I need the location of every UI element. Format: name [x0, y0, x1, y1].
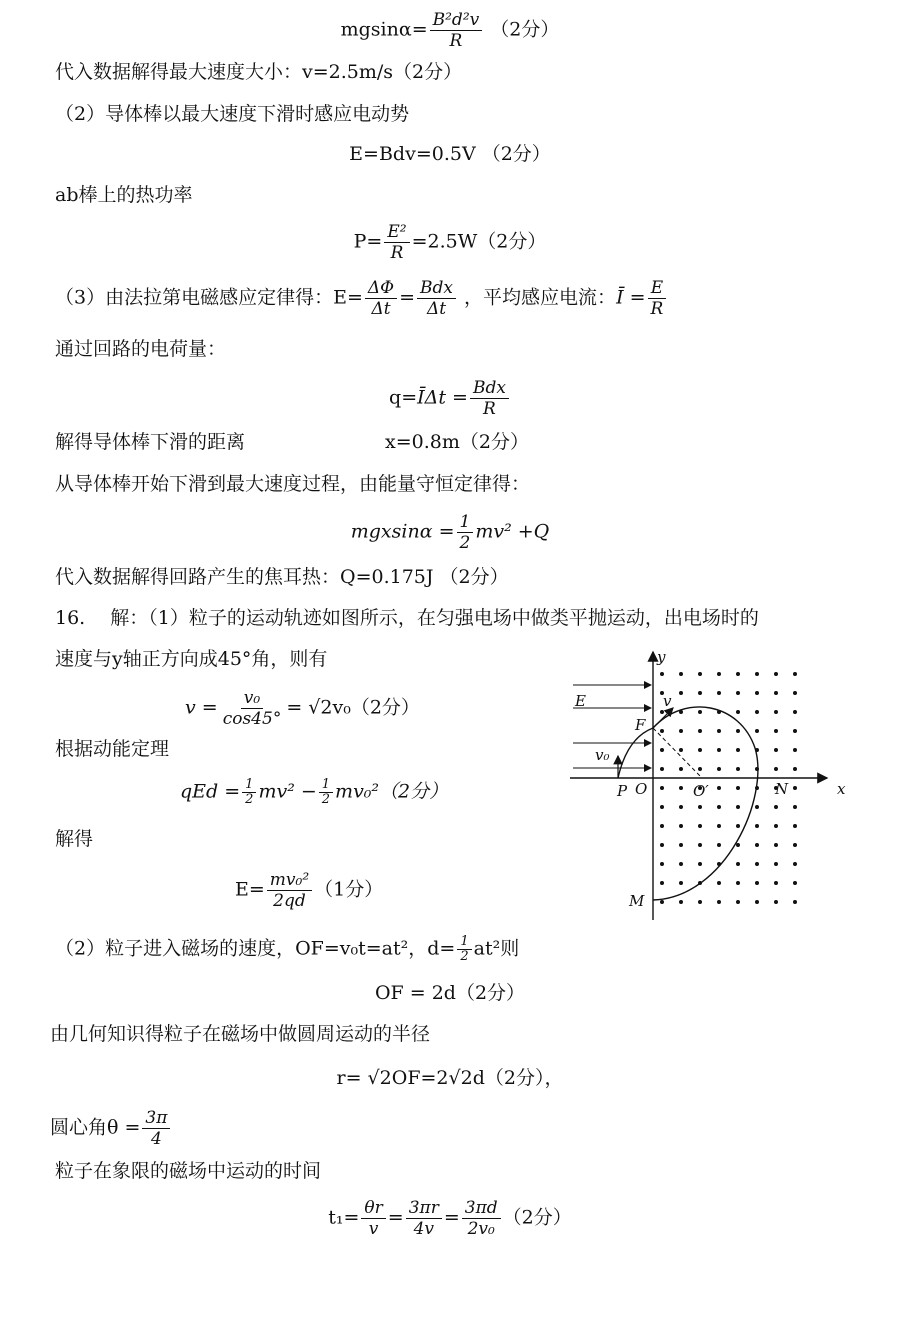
field-dot: [698, 672, 702, 676]
field-dot: [660, 900, 664, 904]
field-dot: [755, 900, 759, 904]
field-dot: [698, 710, 702, 714]
text-velocity-angle: 速度与y轴正方向成45°角，则有: [55, 648, 328, 670]
label-F: F: [635, 716, 646, 734]
field-dot: [755, 710, 759, 714]
field-dot: [717, 748, 721, 752]
circular-path: [653, 707, 758, 900]
field-dot: [660, 786, 664, 790]
field-dot: [755, 843, 759, 847]
label-O: O: [635, 780, 648, 798]
label-O-prime: O′: [693, 782, 709, 800]
label-x: x: [837, 780, 846, 798]
text-max-velocity: 代入数据解得最大速度大小：v=2.5m/s（2分）: [55, 61, 463, 83]
label-E: E: [575, 692, 586, 710]
field-dot: [755, 672, 759, 676]
field-dot: [793, 710, 797, 714]
field-dot: [793, 824, 797, 828]
eq-charge: q=ĪΔt = $\frac{\text{Bdx}}{R}$: [0, 378, 900, 419]
field-dot: [660, 881, 664, 885]
field-dot: [698, 748, 702, 752]
field-dot: [660, 824, 664, 828]
field-dot: [698, 805, 702, 809]
field-dot: [660, 729, 664, 733]
field-dot: [755, 691, 759, 695]
field-dot: [793, 748, 797, 752]
label-v: v: [663, 692, 672, 710]
eq-power: P= $\frac{\text{E²}}{R}$ =2.5W（2分）: [353, 222, 547, 263]
field-dot: [774, 691, 778, 695]
field-dot: [698, 843, 702, 847]
field-dot: [774, 729, 778, 733]
field-dot: [793, 672, 797, 676]
field-dot: [736, 786, 740, 790]
field-dot: [660, 748, 664, 752]
field-dot: [679, 900, 683, 904]
field-dot: [698, 729, 702, 733]
field-dot: [736, 691, 740, 695]
eq-energy: mgxsinα = $\frac{1}{2}$ mv² +Q: [350, 512, 550, 553]
field-dot: [679, 824, 683, 828]
field-dot: [717, 767, 721, 771]
text-kinetic-theorem: 根据动能定理: [55, 738, 170, 760]
eq-of: OF = 2d（2分）: [374, 982, 526, 1004]
field-dot: [736, 900, 740, 904]
field-dot: [660, 805, 664, 809]
field-dot: [774, 862, 778, 866]
text-time: 粒子在象限的磁场中运动的时间: [55, 1160, 322, 1182]
field-dot: [755, 862, 759, 866]
field-dot: [774, 767, 778, 771]
field-dot: [698, 900, 702, 904]
field-dot: [793, 805, 797, 809]
field-dot: [793, 786, 797, 790]
text-solve: 解得: [55, 828, 94, 850]
field-dot: [755, 805, 759, 809]
field-dot: [793, 767, 797, 771]
field-dot: [793, 691, 797, 695]
text-radius: 由几何知识得粒子在磁场中做圆周运动的半径: [50, 1023, 431, 1045]
eq-field: E= $\frac{\text{mv₀²}}{2qd}$ （1分）: [235, 870, 384, 911]
field-dot: [717, 805, 721, 809]
field-dot: [736, 824, 740, 828]
field-dot: [793, 881, 797, 885]
eq-velocity: v = $\frac{\text{v₀}}{\cos 45^\circ}$ = √2v₀（2分）: [185, 688, 420, 729]
text-distance-right: x=0.8m（2分）: [385, 431, 529, 453]
field-dot: [679, 805, 683, 809]
field-dot: [679, 748, 683, 752]
field-dot: [717, 824, 721, 828]
field-dot: [774, 805, 778, 809]
field-dot: [774, 900, 778, 904]
label-v0: v₀: [595, 746, 610, 764]
field-dot: [774, 748, 778, 752]
field-dot: [698, 862, 702, 866]
eq-central-angle: 圆心角θ = $\frac{3\pi}{4}$: [50, 1108, 172, 1149]
field-dot: [736, 843, 740, 847]
field-dot: [736, 805, 740, 809]
field-dot: [755, 881, 759, 885]
field-dot: [774, 672, 778, 676]
eq-kinetic: qEd = $\frac{1}{2}$ mv² − $\frac{1}{2}$ mv₀²（2分）: [180, 777, 449, 807]
field-dot: [679, 843, 683, 847]
field-dot: [660, 862, 664, 866]
field-dot: [736, 767, 740, 771]
eq-emf: E=Bdv=0.5V （2分）: [349, 143, 551, 165]
field-dot: [774, 710, 778, 714]
field-dot: [717, 881, 721, 885]
field-dot: [679, 881, 683, 885]
text-part2-velocity: （2）粒子进入磁场的速度，OF=v₀t=at²，d= $\frac{1}{2}$ at²则: [55, 934, 520, 964]
field-dot: [774, 843, 778, 847]
field-dot: [793, 862, 797, 866]
text-joule-heat: 代入数据解得回路产生的焦耳热：Q=0.175J （2分）: [55, 566, 509, 588]
field-dot: [717, 843, 721, 847]
field-dot: [736, 862, 740, 866]
field-dot: [660, 767, 664, 771]
eq-mgsina: mgsinα= $\frac{\text{B²d²v}}{R}$ （2分）: [340, 10, 560, 51]
eq-time: t₁= $\frac{\theta r}{v}$ = $\frac{3\pi r}{4v}$ = $\frac{3\pi d}{\text{2v₀}}$ （2分）: [328, 1198, 572, 1239]
field-dot: [736, 748, 740, 752]
field-dot: [679, 862, 683, 866]
label-y: y: [657, 648, 666, 666]
field-dot: [717, 729, 721, 733]
text-faraday: （3）由法拉第电磁感应定律得：E= $\frac{\Delta\Phi}{\Delta t}$ = $\frac{\text{Bdx}}{\Delta t}$ ，平均感应电流：Ī = $\frac{E}{R}$: [55, 278, 668, 319]
field-dot: [774, 881, 778, 885]
field-dot: [717, 691, 721, 695]
field-dot: [660, 710, 664, 714]
text-part2-emf: （2）导体棒以最大速度下滑时感应电动势: [55, 103, 410, 125]
field-dot: [717, 786, 721, 790]
field-dot: [736, 672, 740, 676]
field-dot: [660, 843, 664, 847]
field-dot: [679, 691, 683, 695]
text-distance-left: 解得导体棒下滑的距离: [55, 431, 246, 453]
text-problem16: 16. 解：（1）粒子的运动轨迹如图所示，在匀强电场中做类平抛运动，出电场时的: [55, 607, 759, 629]
field-dot: [755, 729, 759, 733]
field-dot: [679, 786, 683, 790]
field-dot: [698, 767, 702, 771]
field-dot: [717, 672, 721, 676]
text-charge: 通过回路的电荷量：: [55, 338, 227, 360]
field-dot: [736, 881, 740, 885]
label-N: N: [775, 780, 789, 798]
trajectory-figure: [565, 648, 855, 923]
label-P: P: [617, 782, 628, 800]
field-dot: [679, 729, 683, 733]
field-dot: [736, 729, 740, 733]
text-heat-power: ab棒上的热功率: [55, 184, 193, 206]
field-dot: [679, 767, 683, 771]
label-M: M: [629, 892, 645, 910]
text-energy-conservation: 从导体棒开始下滑到最大速度过程，由能量守恒定律得：: [55, 473, 531, 495]
field-dot: [717, 900, 721, 904]
field-dot: [660, 672, 664, 676]
field-dot: [755, 824, 759, 828]
parabola-path: [618, 728, 653, 778]
field-dot: [774, 824, 778, 828]
field-dot: [736, 710, 740, 714]
radius-dashed: [653, 728, 702, 778]
field-dot: [698, 691, 702, 695]
field-dot: [793, 843, 797, 847]
eq-radius: r= √2OF=2√2d（2分），: [336, 1067, 564, 1089]
field-dot: [793, 729, 797, 733]
field-dot: [793, 900, 797, 904]
field-dot: [679, 672, 683, 676]
field-dot: [698, 824, 702, 828]
